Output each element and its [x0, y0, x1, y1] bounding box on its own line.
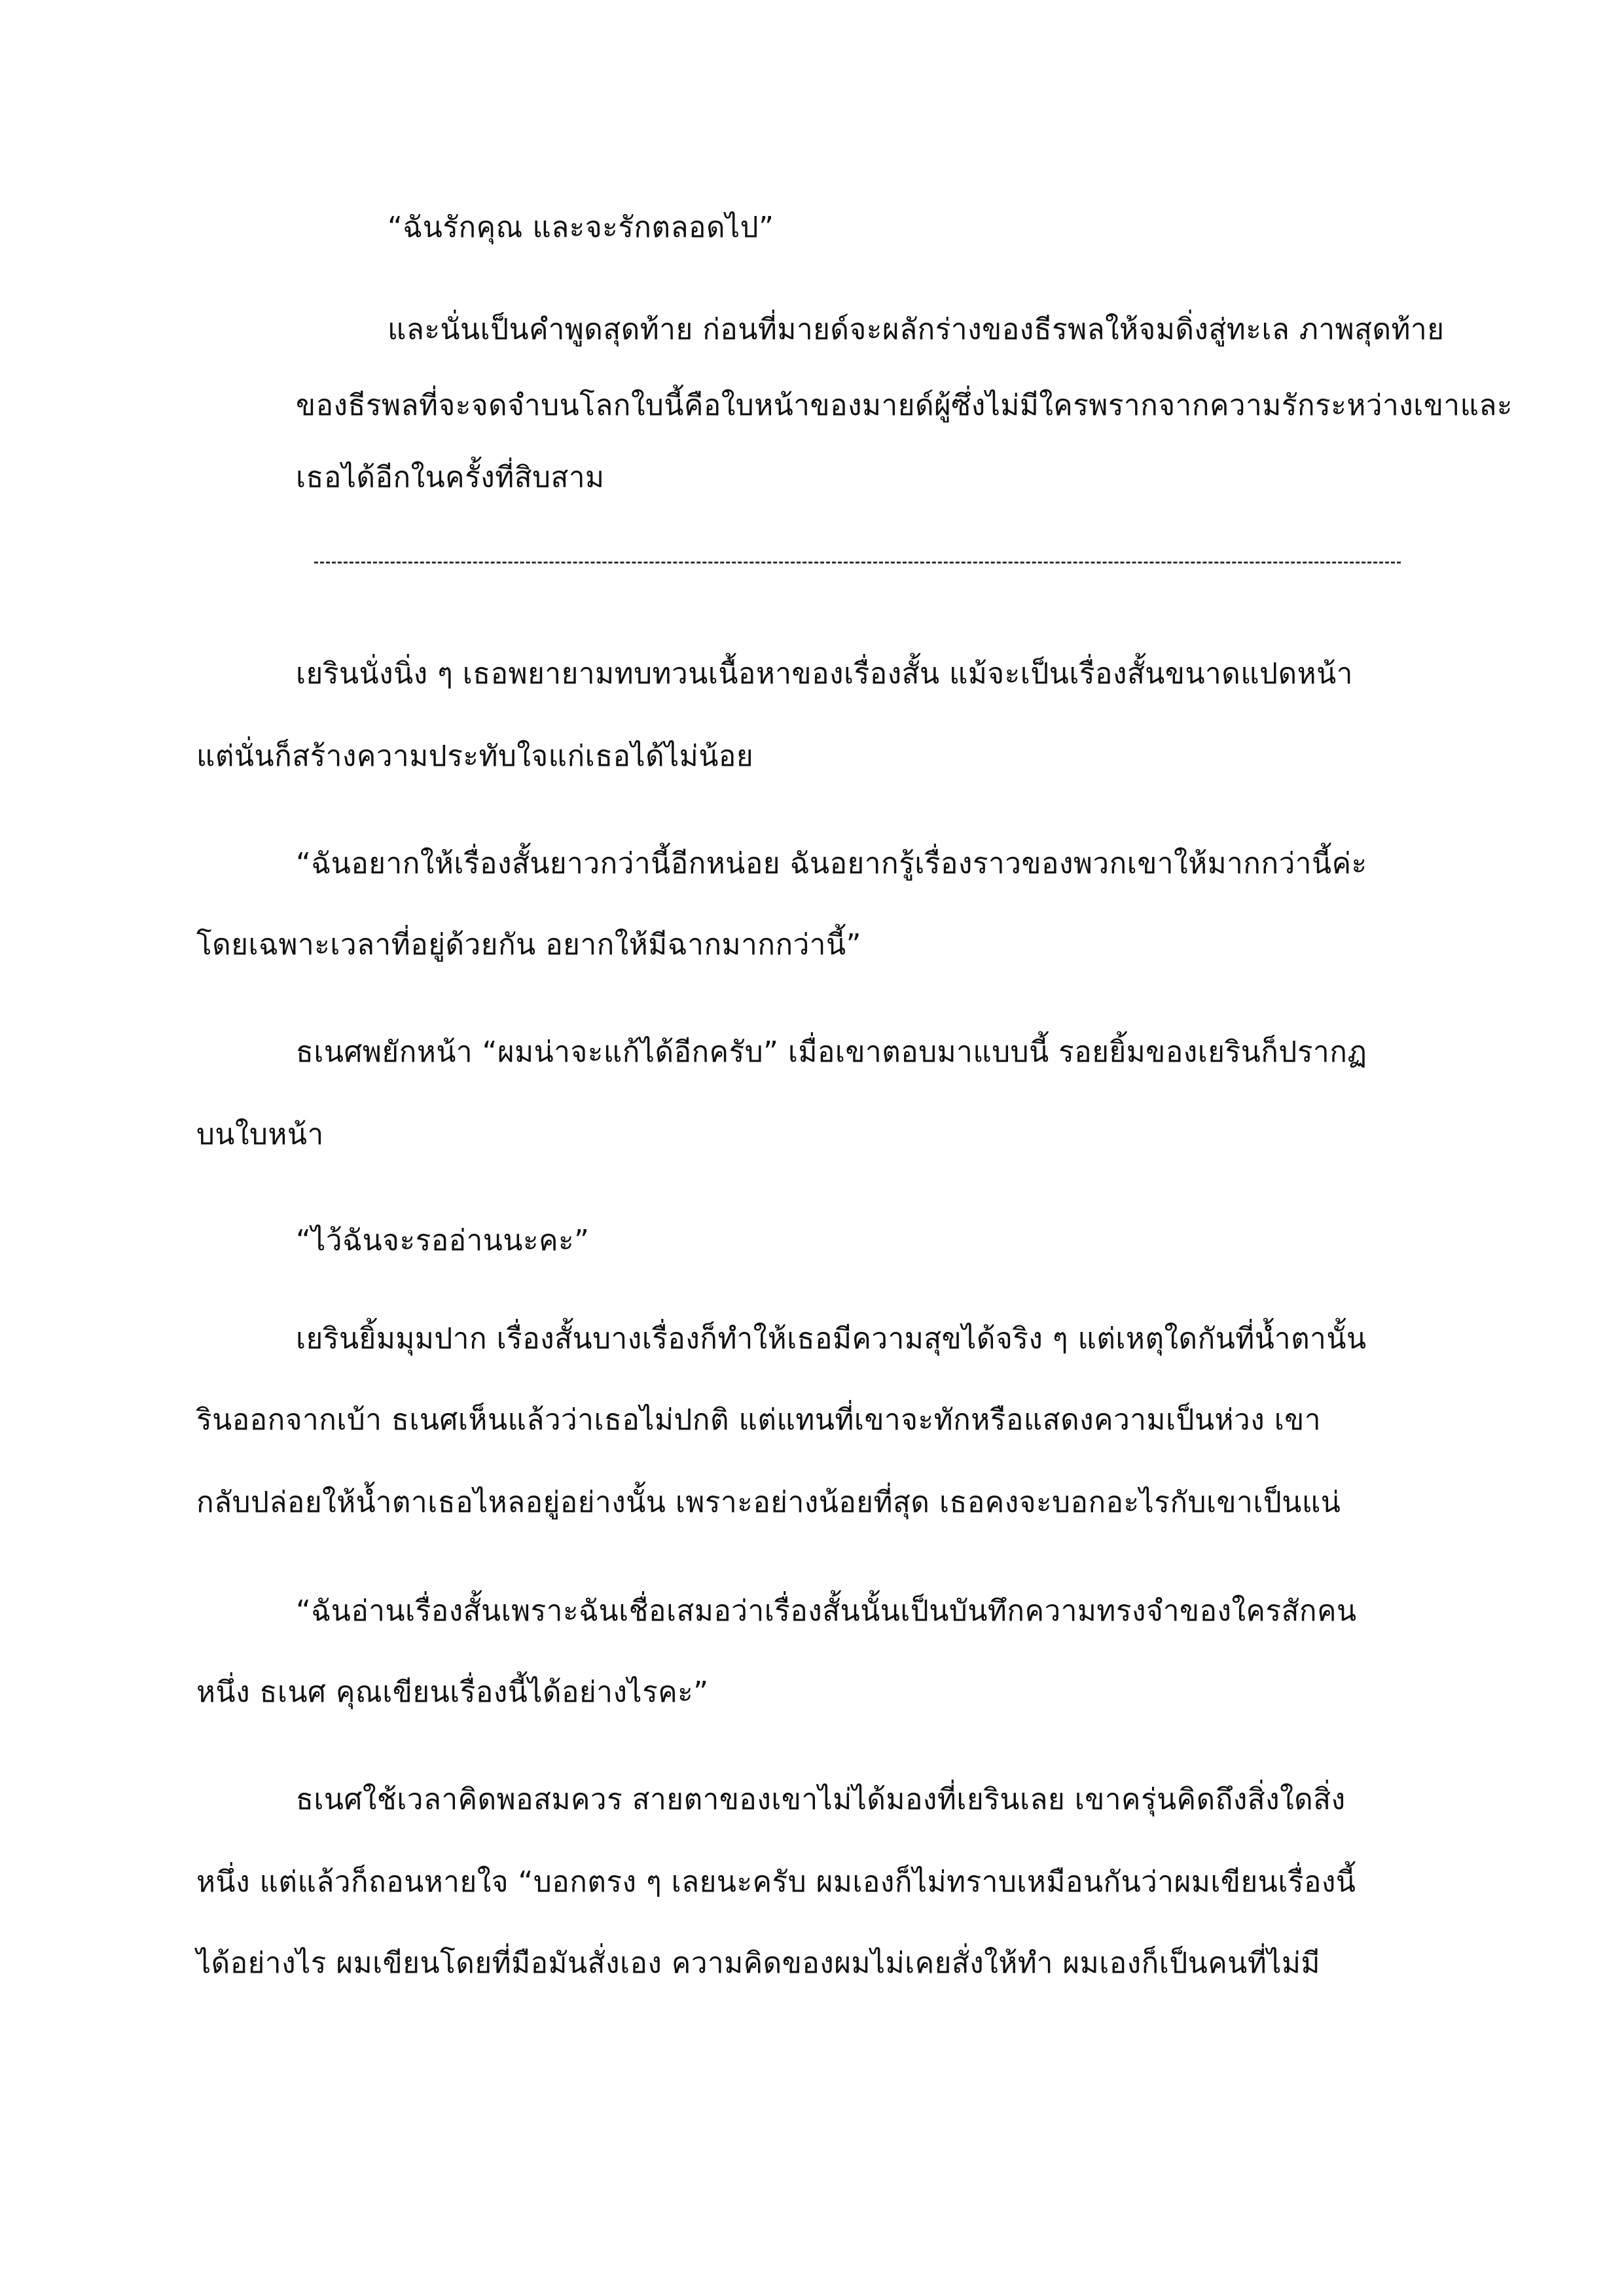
opening-quote: “ฉันรักคุณ และจะรักตลอดไป”: [388, 211, 774, 244]
paragraph-line: ธเนศใช้เวลาคิดพอสมควร สายตาของเขาไม่ได้มองที่เยรินเลย เขาครุ่นคิดถึงสิ่งใดสิ่ง: [296, 1783, 1346, 1816]
paragraph-line: หนึ่ง แต่แล้วก็ถอนหายใจ “บอกตรง ๆ เลยนะครับ ผมเองก็ไม่ทราบเหมือนกันว่าผมเขียนเรื่องนี้: [196, 1865, 1356, 1899]
paragraph-line: เยรินยิ้มมุมปาก เรื่องสั้นบางเรื่องก็ทำให้เธอมีความสุขได้จริง ๆ แต่เหตุใดกันที่น้ำตานั้น: [296, 1322, 1367, 1355]
paragraph-line: ธเนศพยักหน้า “ผมน่าจะแก้ได้อีกครับ” เมื่อเขาตอบมาแบบนี้ รอยยิ้มของเยรินก็ปรากฏ: [296, 1035, 1367, 1069]
paragraph-line: เยรินนั่งนิ่ง ๆ เธอพยายามทบทวนเนื้อหาของเรื่องสั้น แม้จะเป็นเรื่องสั้นขนาดแปดหน้า: [296, 657, 1353, 691]
section-separator: [314, 562, 1401, 564]
paragraph-line: โดยเฉพาะเวลาที่อยู่ด้วยกัน อยากให้มีฉากมากกว่านี้”: [196, 928, 861, 961]
paragraph-line: “ฉันอ่านเรื่องสั้นเพราะฉันเชื่อเสมอว่าเรื่องสั้นนั้นเป็นบันทึกความทรงจำของใครสักคน: [296, 1594, 1357, 1628]
paragraph-line: หนึ่ง ธเนศ คุณเขียนเรื่องนี้ได้อย่างไรคะ”: [196, 1676, 709, 1709]
paragraph-line: บนใบหน้า: [196, 1118, 324, 1151]
paragraph-line: กลับปล่อยให้น้ำตาเธอไหลอยู่อย่างนั้น เพราะอย่างน้อยที่สุด เธอคงจะบอกอะไรกับเขาเป็นแน่: [196, 1486, 1341, 1519]
paragraph-line: แต่นั่นก็สร้างความประทับใจแก่เธอได้ไม่น้อย: [196, 740, 754, 773]
paragraph-line: ได้อย่างไร ผมเขียนโดยที่มือมันสั่งเอง ความคิดของผมไม่เคยสั่งให้ทำ ผมเองก็เป็นคนที่ไม่มี: [196, 1946, 1321, 1980]
paragraph-line: รินออกจากเบ้า ธเนศเห็นแล้วว่าเธอไม่ปกติ แต่แทนที่เขาจะทักหรือแสดงความเป็นห่วง เขา: [196, 1403, 1322, 1437]
paragraph-line: เธอได้อีกในครั้งที่สิบสาม: [296, 461, 605, 494]
paragraph-line: “ฉันอยากให้เรื่องสั้นยาวกว่านี้อีกหน่อย ฉันอยากรู้เรื่องราวของพวกเขาให้มากกว่านี้ค่ะ: [296, 847, 1367, 880]
paragraph-line: “ไว้ฉันจะรออ่านนะคะ”: [296, 1224, 590, 1257]
paragraph-line: และนั่นเป็นคำพูดสุดท้าย ก่อนที่มายด์จะผลักร่างของธีรพลให้จมดิ่งสู่ทะเล ภาพสุดท้าย: [388, 313, 1445, 346]
paragraph-line: ของธีรพลที่จะจดจำบนโลกใบนี้คือใบหน้าของมายด์ผู้ซึ่งไม่มีใครพรากจากความรักระหว่างเขาและ: [296, 389, 1513, 422]
